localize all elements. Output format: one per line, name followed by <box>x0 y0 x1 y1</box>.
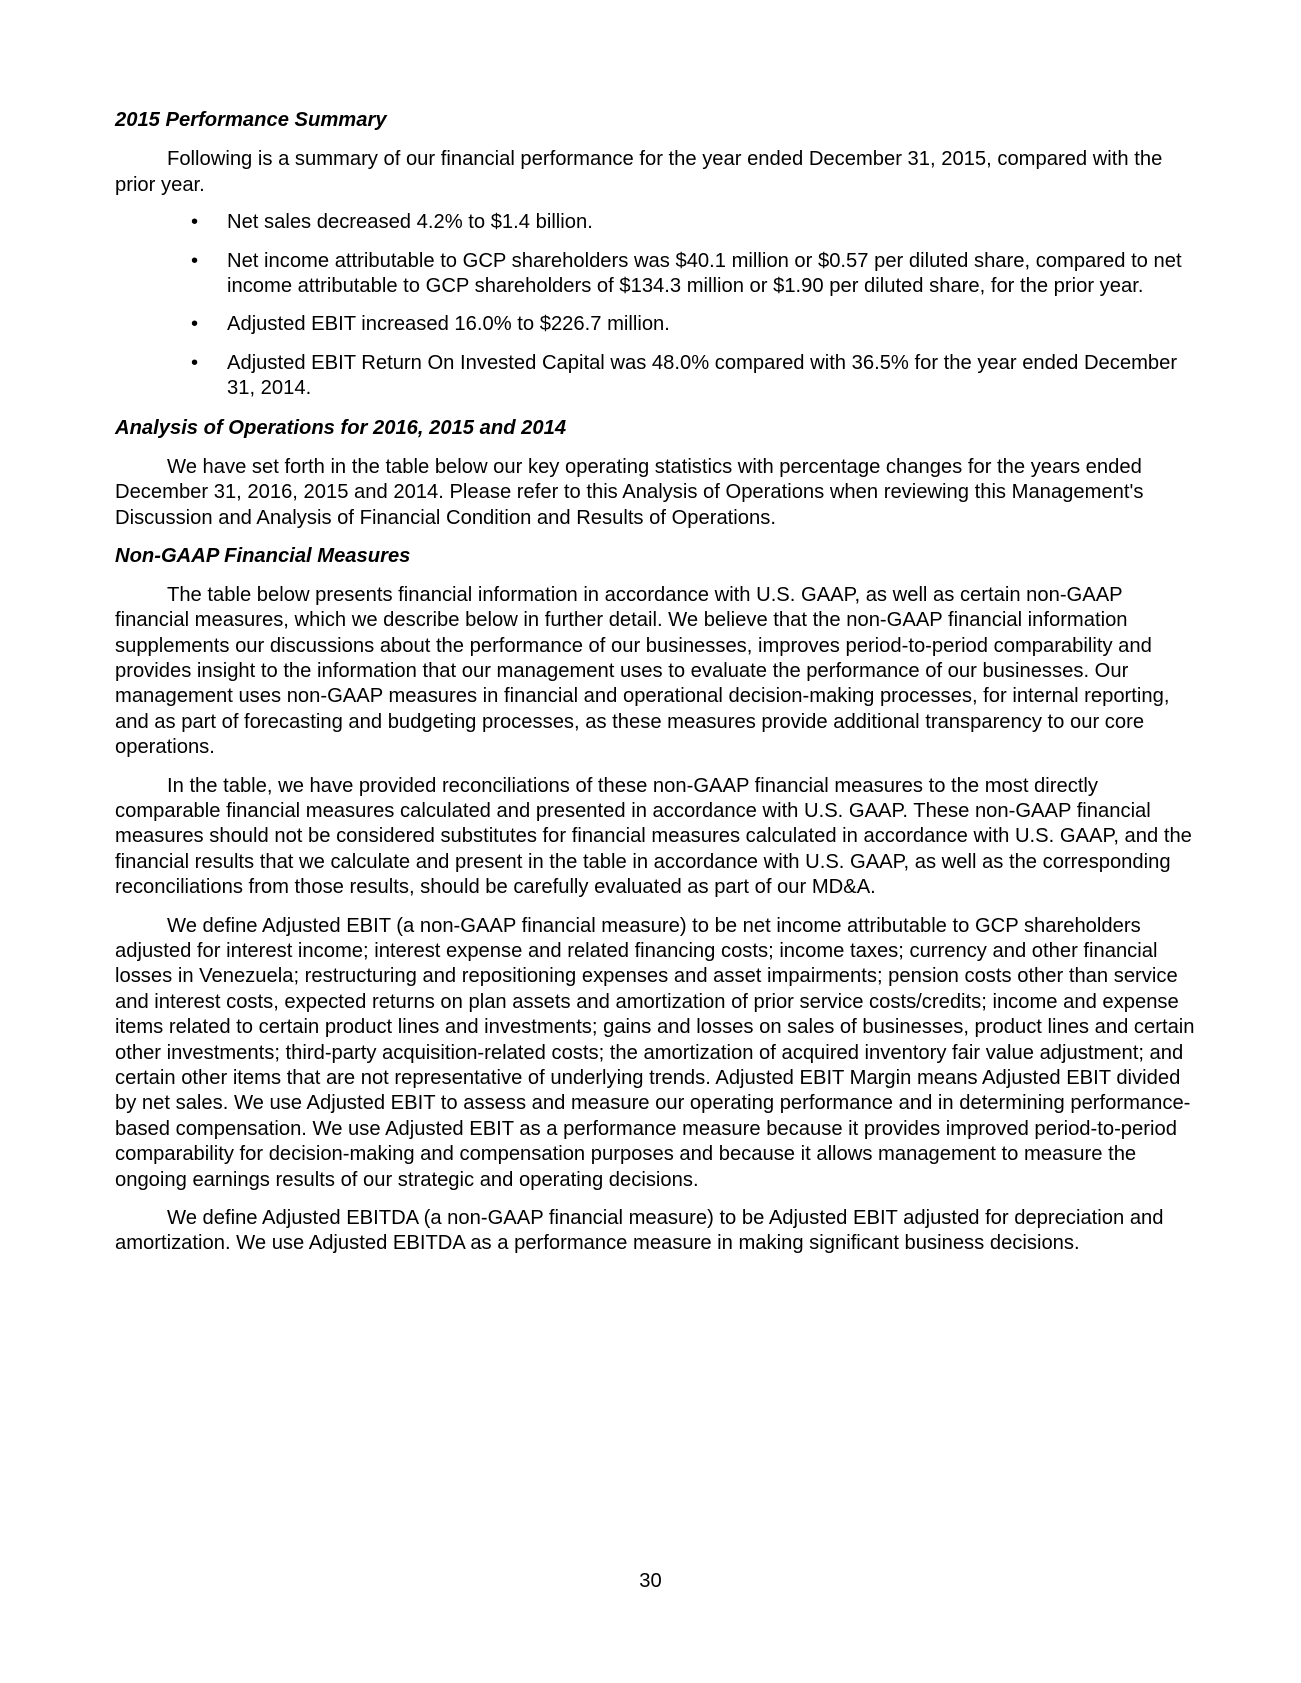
bullet-icon: • <box>191 211 199 234</box>
bullet-text: Net sales decreased 4.2% to $1.4 billion. <box>227 211 593 234</box>
bullet-item <box>191 351 1195 402</box>
page-number: 30 <box>639 1570 662 1592</box>
non-gaap-paragraph: In the table, we have provided reconciliations of these non-GAAP financial measures to the most directly comparable financial measures calculated and presented in accordance with U.S. GAAP. These non-GAAP financial measures should not be considered substitutes for financial measures calculated in accordance with U.S. GAAP, and the financial results that we calculate and present in the table in accordance with U.S. GAAP, as well as the corresponding reconciliations from those results, should be carefully evaluated as part of our MD&A. <box>115 774 1192 899</box>
bullet-item <box>191 210 1195 235</box>
bullet-text: Net income attributable to GCP shareholders was $40.1 million or $0.57 per diluted share, compared to net income attributable to GCP shareholders of $134.3 million or $1.90 per diluted share, for the prior year. <box>227 249 1182 298</box>
non-gaap-paragraph: We define Adjusted EBIT (a non-GAAP financial measure) to be net income attributable to GCP shareholders adjusted for interest income; interest expense and related financing costs; income taxes; currency and other financial losses in Venezuela; restructuring and repositioning expenses and asset impairments; pension costs other than service and interest costs, expected returns on plan assets and amortization of prior service costs/credits; income and expense items related to certain product lines and investments; gains and losses on sales of businesses, product lines and certain other investments; third-party acquisition-related costs; the amortization of acquired inventory fair value adjustment; and certain other items that are not representative of underlying trends. Adjusted EBIT Margin means Adjusted EBIT divided by net sales. We use Adjusted EBIT to assess and measure our operating performance and in determining performance-based compensation. We use Adjusted EBIT as a performance measure because it provides improved period-to-period comparability for decision-making and compensation purposes and because it allows management to measure the ongoing earnings results of our strategic and operating decisions. <box>115 914 1195 1191</box>
section-heading-performance-summary: 2015 Performance Summary <box>115 109 387 131</box>
bullet-item <box>191 312 1195 337</box>
bullet-item <box>191 249 1195 300</box>
section-heading-analysis-of-operations: Analysis of Operations for 2016, 2015 and 2014 <box>115 416 567 439</box>
bullet-icon: • <box>191 313 199 336</box>
non-gaap-paragraph: The table below presents financial information in accordance with U.S. GAAP, as well as certain non-GAAP financial measures, which we describe below in further detail. We believe that the non-GAAP financial information supplements our discussions about the performance of our businesses, improves period-to-period comparability and provides insight to the information that our management uses to evaluate the performance of our businesses. Our management uses non-GAAP measures in financial and operational decision-making processes, for internal reporting, and as part of forecasting and budgeting processes, as these measures provide additional transparency to our core operations. <box>115 583 1170 759</box>
non-gaap-paragraph: We define Adjusted EBITDA (a non-GAAP financial measure) to be Adjusted EBIT adjusted for depreciation and amortization. We use Adjusted EBITDA as a performance measure in making significant business decisions. <box>115 1207 1164 1255</box>
bullet-icon: • <box>191 351 199 374</box>
performance-summary-intro: Following is a summary of our financial performance for the year ended December 31, 2015, compared with the prior year. <box>115 148 1163 196</box>
bullet-text: Adjusted EBIT increased 16.0% to $226.7 million. <box>227 313 670 336</box>
document-page <box>115 108 1195 1257</box>
analysis-of-operations-paragraph: We have set forth in the table below our key operating statistics with percentage changes for the years ended December 31, 2016, 2015 and 2014. Please refer to this Analysis of Operations when reviewing this Management's Discussion and Analysis of Financial Condition and Results of Operations. <box>115 456 1144 529</box>
section-heading-non-gaap: Non-GAAP Financial Measures <box>115 545 411 568</box>
performance-summary-bullets <box>115 210 1195 401</box>
bullet-icon: • <box>191 249 199 272</box>
bullet-text: Adjusted EBIT Return On Invested Capital was 48.0% compared with 36.5% for the year ended December 31, 2014. <box>227 351 1178 400</box>
